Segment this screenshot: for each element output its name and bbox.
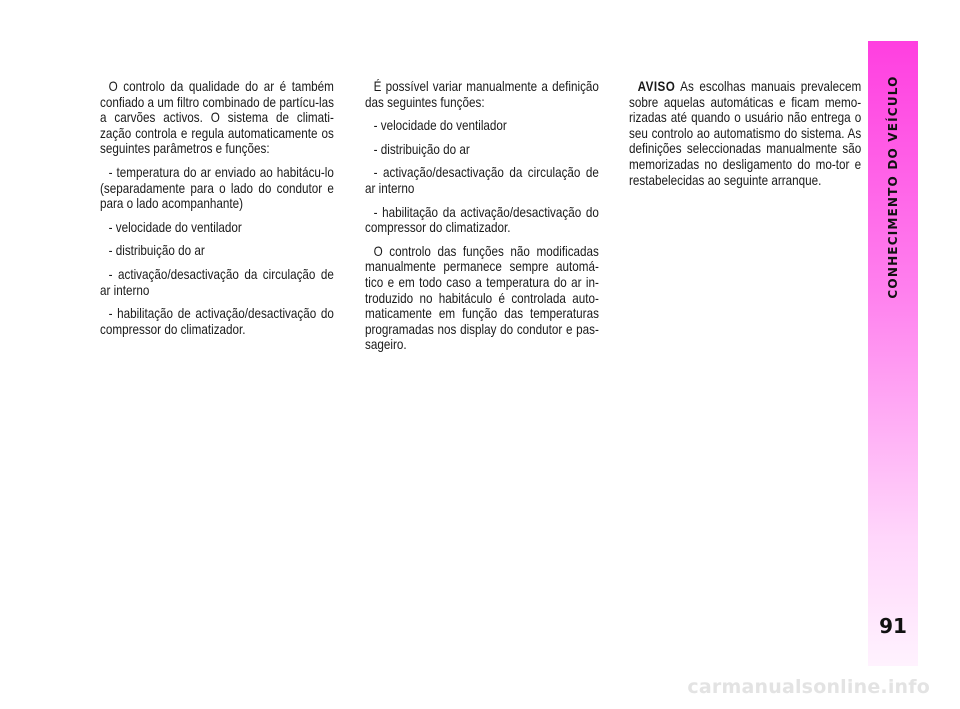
paragraph: O controlo das funções não modificadas manualmente permanece sempre automá-tico e em todo caso a temperatura do ar in-troduzido no habitáculo é controlada auto-maticamente em função das temperaturas programadas nos display do condutor e pas-sageiro. [365, 243, 599, 353]
notice-paragraph [629, 79, 861, 188]
list-item: - habilitação de activação/desactivação do compressor do climatizador. [100, 306, 334, 337]
list-item: - velocidade do ventilador [108, 219, 242, 235]
section-title: CONHECIMENTO DO VEÍCULO [886, 75, 900, 299]
list-item: - habilitação da activação/desactivação do compressor do climatizador. [365, 204, 599, 236]
text-column-2 [365, 79, 599, 361]
paragraph: O controlo da qualidade do ar é também confiado a um filtro combinado de partícu-las a carvões activos. O sistema de climati-zação controla e regula automaticamente os seguintes parâmetros e funções: [100, 79, 334, 157]
list-item: - activação/desactivação da circulação de ar interno [365, 165, 599, 196]
notice-label: AVISO [637, 79, 676, 94]
paragraph: É possível variar manualmente a definição das seguintes funções: [365, 79, 599, 110]
text-column-1 [100, 79, 334, 345]
page-number: 91 [879, 614, 907, 638]
notice-text: As escolhas manuais prevalecem sobre aquelas automáticas e ficam memo-rizadas até quando o usuário não entrega o seu controlo ao automatismo do sistema. As definições seleccionadas manualmente são memorizadas no desligamento do mo-tor e restabelecidas ao seguinte arranque. [629, 79, 862, 188]
notice-column [629, 79, 861, 196]
list-item: - distribuição do ar [108, 243, 205, 259]
list-item: - velocidade do ventilador [373, 118, 507, 134]
paragraph: - temperatura do ar enviado ao habitácu-lo (separadamente para o lado do condutor e para o lado acompanhante) [100, 164, 334, 212]
watermark: carmanualsonline.info [687, 676, 930, 698]
list-item: - activação/desactivação da circulação de ar interno [100, 266, 334, 298]
list-item: - distribuição do ar [373, 141, 470, 157]
